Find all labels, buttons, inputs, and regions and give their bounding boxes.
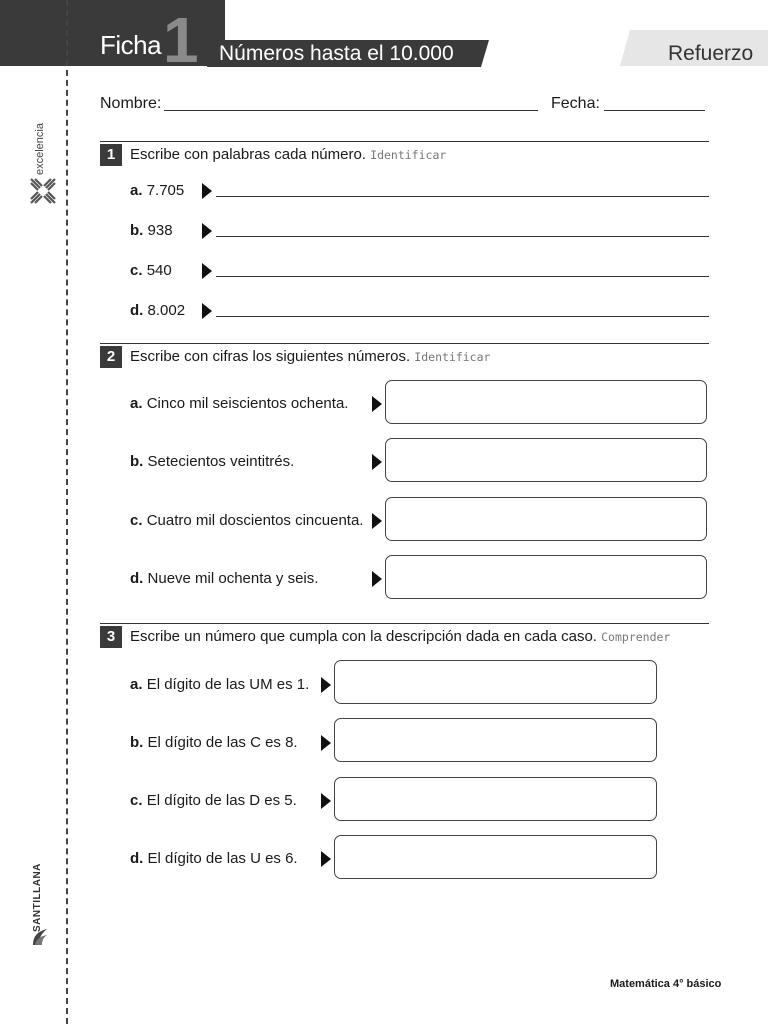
arrow-icon bbox=[202, 303, 212, 319]
list-item: c. El dígito de las D es 5. bbox=[130, 792, 297, 809]
date-label: Fecha: bbox=[551, 95, 600, 112]
arrow-icon bbox=[202, 263, 212, 279]
arrow-icon bbox=[321, 735, 331, 751]
answer-box[interactable] bbox=[334, 777, 657, 821]
footer-label: Matemática 4° básico bbox=[610, 978, 722, 990]
section-instruction: Escribe con cifras los siguientes números. Identificar bbox=[130, 348, 491, 365]
arrow-icon bbox=[372, 454, 382, 470]
answer-box[interactable] bbox=[334, 660, 657, 704]
cut-line bbox=[66, 0, 68, 1024]
answer-box[interactable] bbox=[334, 718, 657, 762]
ficha-number: 1 bbox=[163, 4, 199, 76]
answer-box[interactable] bbox=[385, 497, 707, 541]
list-item: a. Cinco mil seiscientos ochenta. bbox=[130, 395, 349, 412]
arrow-icon bbox=[372, 396, 382, 412]
section-rule bbox=[100, 141, 709, 142]
excelencia-logo-icon bbox=[28, 176, 58, 206]
list-item: d. El dígito de las U es 6. bbox=[130, 850, 298, 867]
arrow-icon bbox=[202, 183, 212, 199]
list-item: b. Setecientos veintitrés. bbox=[130, 453, 295, 470]
name-field[interactable] bbox=[164, 110, 538, 111]
list-item: b. 938 bbox=[130, 222, 173, 239]
skill-tag: Identificar bbox=[414, 350, 491, 364]
answer-box[interactable] bbox=[385, 380, 707, 424]
section-number: 3 bbox=[100, 626, 122, 648]
answer-box[interactable] bbox=[385, 438, 707, 482]
page-title: Números hasta el 10.000 bbox=[219, 42, 454, 65]
list-item: d. 8.002 bbox=[130, 302, 186, 319]
section-rule bbox=[100, 623, 709, 624]
answer-line[interactable] bbox=[216, 276, 709, 277]
list-item: c. 540 bbox=[130, 262, 172, 279]
name-label: Nombre: bbox=[100, 95, 162, 112]
answer-line[interactable] bbox=[216, 196, 709, 197]
answer-box[interactable] bbox=[334, 835, 657, 879]
arrow-icon bbox=[202, 223, 212, 239]
arrow-icon bbox=[372, 513, 382, 529]
list-item: b. El dígito de las C es 8. bbox=[130, 734, 298, 751]
answer-box[interactable] bbox=[385, 555, 707, 599]
section-instruction: Escribe un número que cumpla con la descripción dada en cada caso. Comprender bbox=[130, 628, 671, 645]
list-item: c. Cuatro mil doscientos cincuenta. bbox=[130, 512, 364, 529]
excelencia-label: excelencia bbox=[34, 123, 46, 175]
list-item: d. Nueve mil ochenta y seis. bbox=[130, 570, 319, 587]
list-item: a. El dígito de las UM es 1. bbox=[130, 676, 310, 693]
publisher-logo-icon bbox=[31, 925, 49, 947]
date-field[interactable] bbox=[604, 110, 705, 111]
arrow-icon bbox=[321, 793, 331, 809]
section-rule bbox=[100, 343, 709, 344]
list-item: a. 7.705 bbox=[130, 182, 185, 199]
section-instruction: Escribe con palabras cada número. Identificar bbox=[130, 146, 447, 163]
answer-line[interactable] bbox=[216, 236, 709, 237]
skill-tag: Identificar bbox=[370, 148, 447, 162]
arrow-icon bbox=[321, 677, 331, 693]
skill-tag: Comprender bbox=[601, 630, 671, 644]
arrow-icon bbox=[321, 851, 331, 867]
answer-line[interactable] bbox=[216, 316, 709, 317]
ficha-label: Ficha bbox=[100, 30, 162, 60]
section-number: 2 bbox=[100, 346, 122, 368]
section-number: 1 bbox=[100, 144, 122, 166]
publisher-label: SANTILLANA bbox=[32, 863, 43, 932]
arrow-icon bbox=[372, 571, 382, 587]
refuerzo-label: Refuerzo bbox=[668, 42, 754, 65]
